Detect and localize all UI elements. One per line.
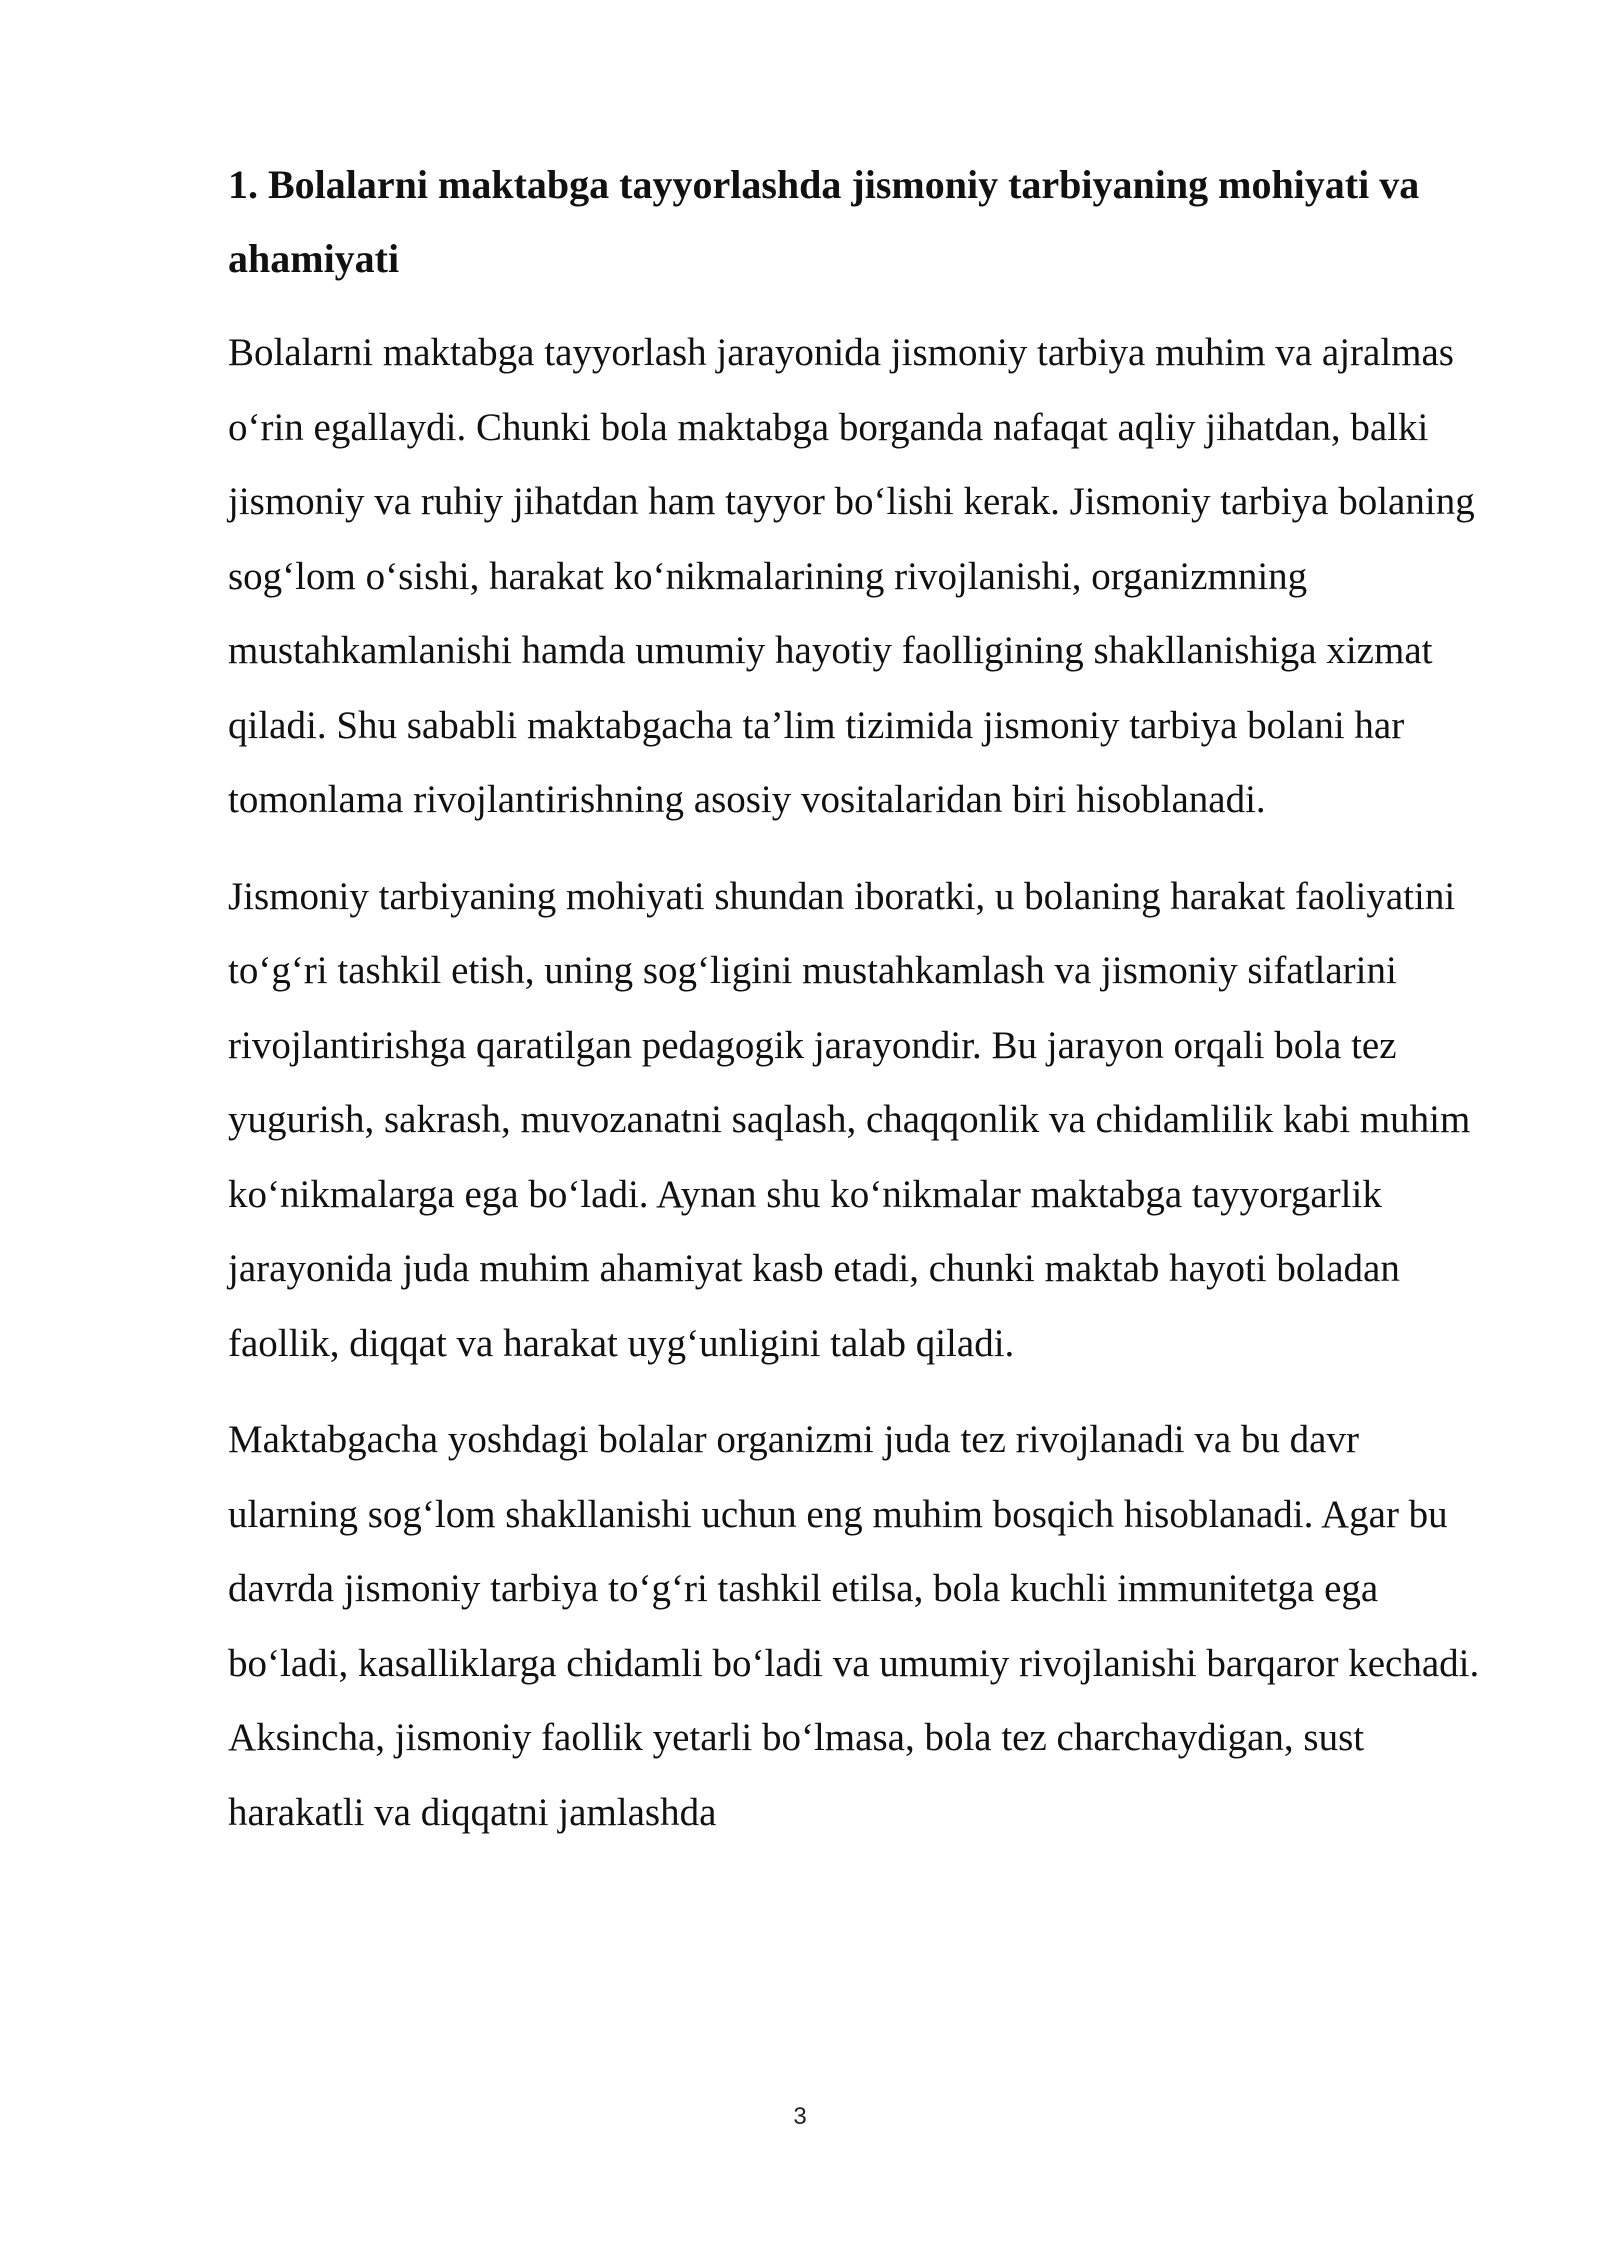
paragraph-1: Bolalarni maktabga tayyorlash jarayonida jismoniy tarbiya muhim va ajralmas o‘rin egallaydi. Chunki bola maktabga borganda nafaqat aqliy jihatdan, balki jismoniy va ruhiy jihatdan ham tayyor bo‘lishi kerak. Jismoniy tarbiya bolaning sog‘lom o‘sishi, harakat ko‘nikmalarining rivojlanishi, organizmning mustahkamlanishi hamda umumiy hayotiy faolligining shakllanishiga xizmat qiladi. Shu sababli maktabgacha ta’lim tizimida jismoniy tarbiya bolani har tomonlama rivojlantirishning asosiy vositalaridan biri hisoblanadi. bbox=[228, 331, 1475, 821]
paragraph-2: Jismoniy tarbiyaning mohiyati shundan iboratki, u bolaning harakat faoliyatini to‘g‘ri tashkil etish, uning sog‘ligini mustahkamlash va jismoniy sifatlarini rivojlantirishga qaratilgan pedagogik jarayondir. Bu jarayon orqali bola tez yugurish, sakrash, muvozanatni saqlash, chaqqonlik va chidamlilik kabi muhim ko‘nikmalarga ega bo‘ladi. Aynan shu ko‘nikmalar maktabga tayyorgarlik jarayonida juda muhim ahamiyat kasb etadi, chunki maktab hayoti boladan faollik, diqqat va harakat uyg‘unligini talab qiladi. bbox=[228, 874, 1471, 1365]
section-heading: 1. Bolalarni maktabga tayyorlashda jismoniy tarbiyaning mohiyati va ahamiyati bbox=[228, 162, 1420, 281]
page-number: 3 bbox=[793, 2103, 807, 2130]
document-page bbox=[228, 148, 1488, 1850]
paragraph-3: Maktabgacha yoshdagi bolalar organizmi juda tez rivojlanadi va bu davr ularning sog‘lom shakllanishi uchun eng muhim bosqich hisoblanadi. Agar bu davrda jismoniy tarbiya to‘g‘ri tashkil etilsa, bola kuchli immunitetga ega bo‘ladi, kasalliklarga chidamli bo‘ladi va umumiy rivojlanishi barqaror kechadi. Aksincha, jismoniy faollik yetarli bo‘lmasa, bola tez charchaydigan, sust harakatli va diqqatni jamlashda bbox=[228, 1418, 1480, 1834]
